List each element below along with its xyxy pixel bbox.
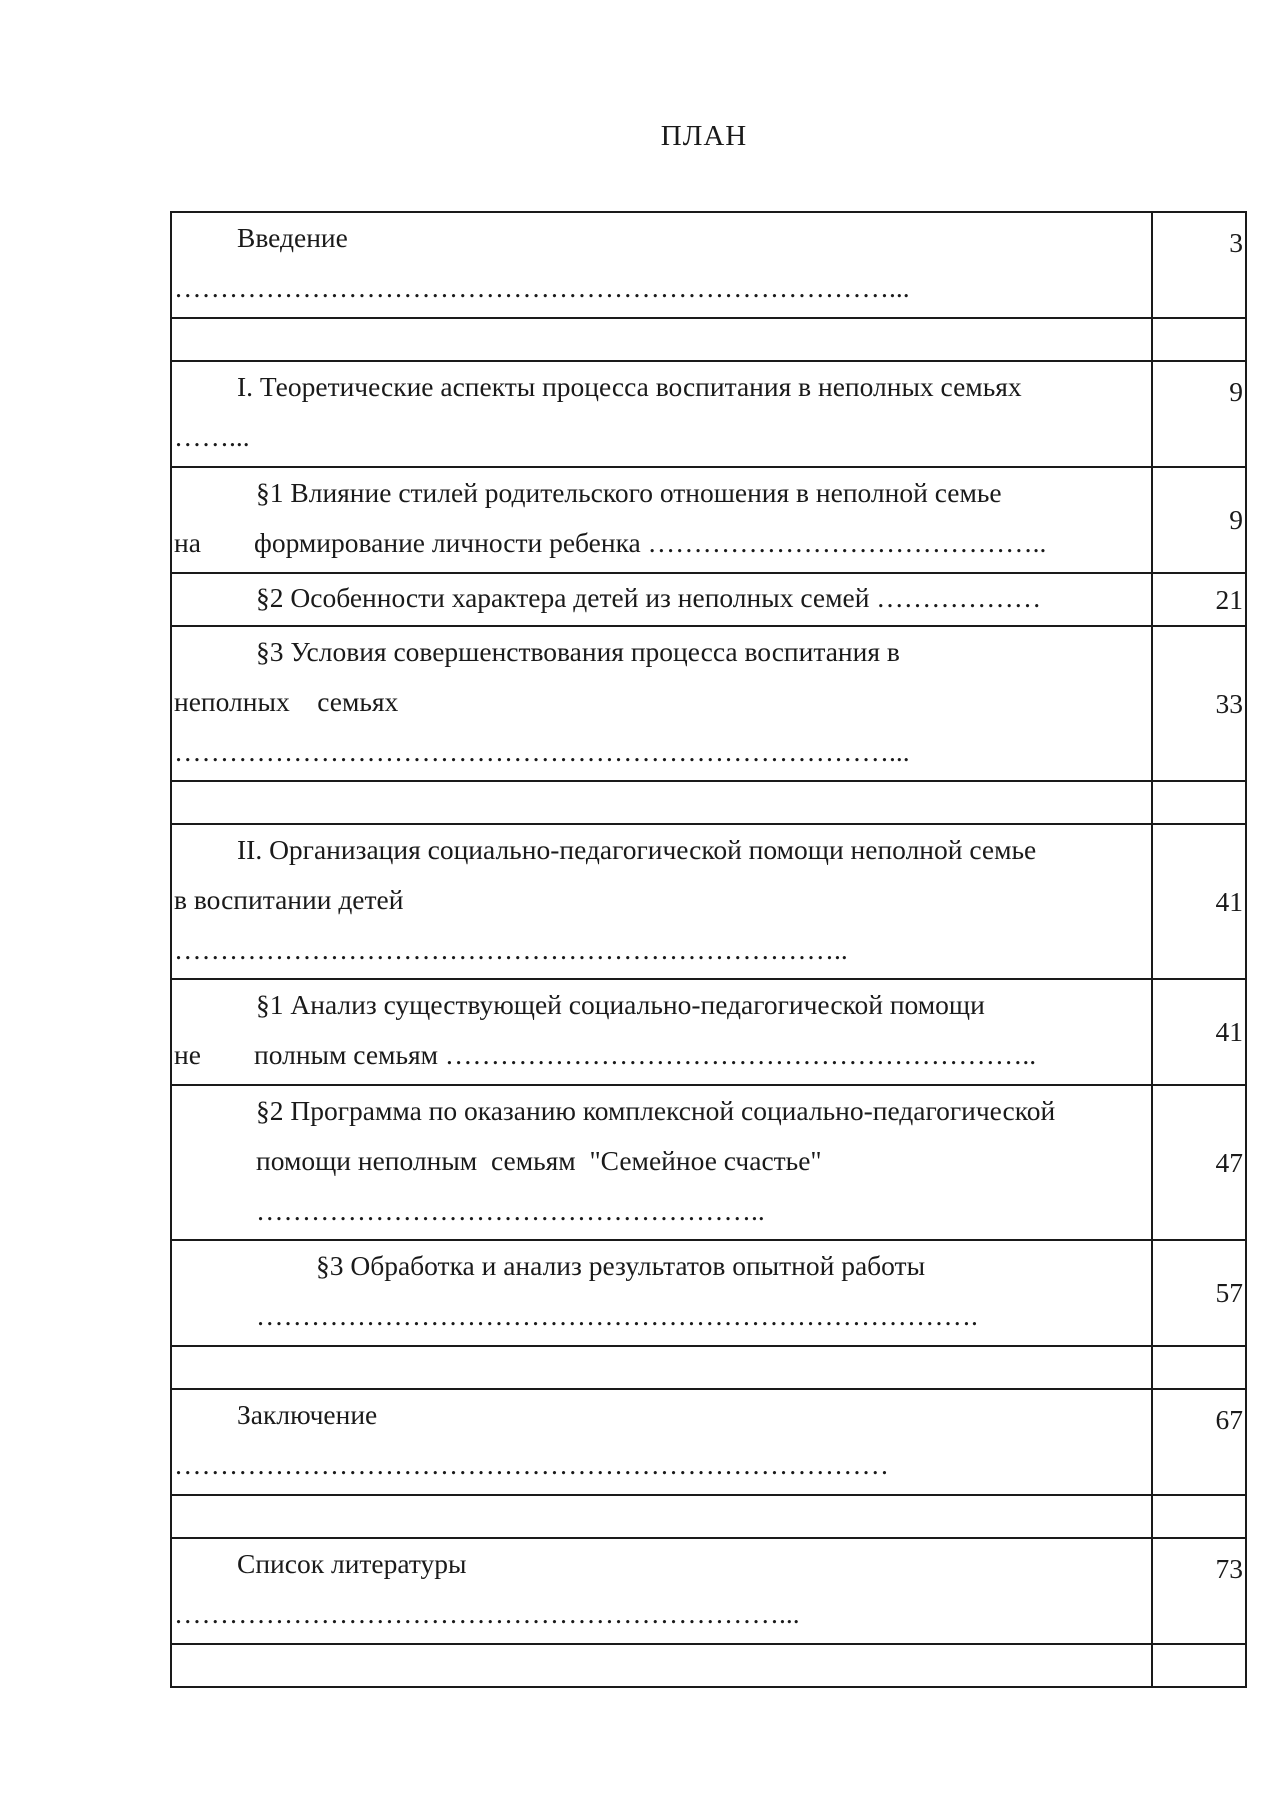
- toc-row-conclusion: [171, 1389, 1246, 1495]
- toc-entry-title: §2 Особенности характера детей из неполных семей ………………: [256, 582, 1042, 613]
- page-number: 21: [1215, 583, 1243, 615]
- toc-entry-title: §1 Влияние стилей родительского отношения в неполной семье: [256, 477, 1002, 508]
- toc-row-chapter-1: [171, 361, 1246, 467]
- page-title: ПЛАН: [660, 120, 748, 152]
- dot-leader: ……...: [174, 421, 250, 452]
- toc-entry-title: Список литературы: [237, 1548, 467, 1579]
- toc-entry-title: §2 Программа по оказанию комплексной социально-педагогической: [256, 1095, 1056, 1126]
- page-number: 9: [1229, 504, 1243, 536]
- spacer-row: [171, 1495, 1246, 1538]
- toc-entry-title: §1 Анализ существующей социально-педагогической помощи: [256, 989, 985, 1020]
- page-number: 9: [1229, 376, 1243, 407]
- page-number: 73: [1215, 1553, 1243, 1584]
- toc-entry-continuation: полным семьям ………………………………………………………..: [254, 1039, 1037, 1070]
- contents-table: [170, 211, 1247, 1688]
- page-number: 41: [1215, 885, 1243, 917]
- toc-entry-title: Введение: [237, 222, 348, 253]
- toc-row-section-1-3: [171, 626, 1246, 781]
- dot-leader: ……………………………………………………………………: [174, 1449, 889, 1480]
- toc-row-introduction: [171, 212, 1246, 318]
- toc-row-section-2-2: [171, 1085, 1246, 1240]
- toc-row-section-1-2: [171, 573, 1246, 626]
- page-number: 47: [1215, 1146, 1243, 1178]
- dot-leader: …………………………………………………………………….: [256, 1300, 978, 1331]
- toc-row-section-2-1: [171, 979, 1246, 1085]
- spacer-row: [171, 1644, 1246, 1687]
- toc-entry-title: §3 Условия совершенствования процесса воспитания в: [256, 636, 900, 667]
- dot-leader: ……………………………………………………………………...: [174, 272, 910, 303]
- toc-row-chapter-2: [171, 824, 1246, 979]
- toc-row-section-1-1: [171, 467, 1246, 573]
- toc-entry-fragment: на: [174, 527, 201, 558]
- toc-row-section-2-3: [171, 1240, 1246, 1346]
- dot-leader: ………………………………………………..: [256, 1195, 765, 1226]
- toc-entry-continuation: формирование личности ребенка ……………………………………..: [254, 527, 1047, 558]
- page-number: 3: [1229, 227, 1243, 258]
- toc-row-references: [171, 1538, 1246, 1644]
- toc-entry-continuation: неполных семьях: [174, 686, 399, 717]
- toc-entry-fragment: не: [174, 1039, 201, 1070]
- page-number: 41: [1215, 1016, 1243, 1048]
- toc-entry-title: I. Теоретические аспекты процесса воспитания в неполных семьях: [237, 371, 1022, 402]
- dot-leader: ……………………………………………………………………...: [174, 736, 910, 767]
- toc-entry-title: §3 Обработка и анализ результатов опытной работы: [316, 1250, 926, 1281]
- toc-entry-title: Заключение: [237, 1399, 378, 1430]
- page-number: 57: [1215, 1277, 1243, 1309]
- page-number: 33: [1215, 687, 1243, 719]
- dot-leader: ………………………………………………………………..: [174, 934, 848, 965]
- toc-entry-continuation: в воспитании детей: [174, 884, 404, 915]
- spacer-row: [171, 318, 1246, 361]
- toc-entry-continuation: помощи неполным семьям "Семейное счастье": [256, 1145, 822, 1176]
- spacer-row: [171, 1346, 1246, 1389]
- toc-entry-title: II. Организация социально-педагогической помощи неполной семье: [237, 834, 1037, 865]
- spacer-row: [171, 781, 1246, 824]
- dot-leader: …………………………………………………………...: [174, 1598, 800, 1629]
- page-number: 67: [1215, 1404, 1243, 1435]
